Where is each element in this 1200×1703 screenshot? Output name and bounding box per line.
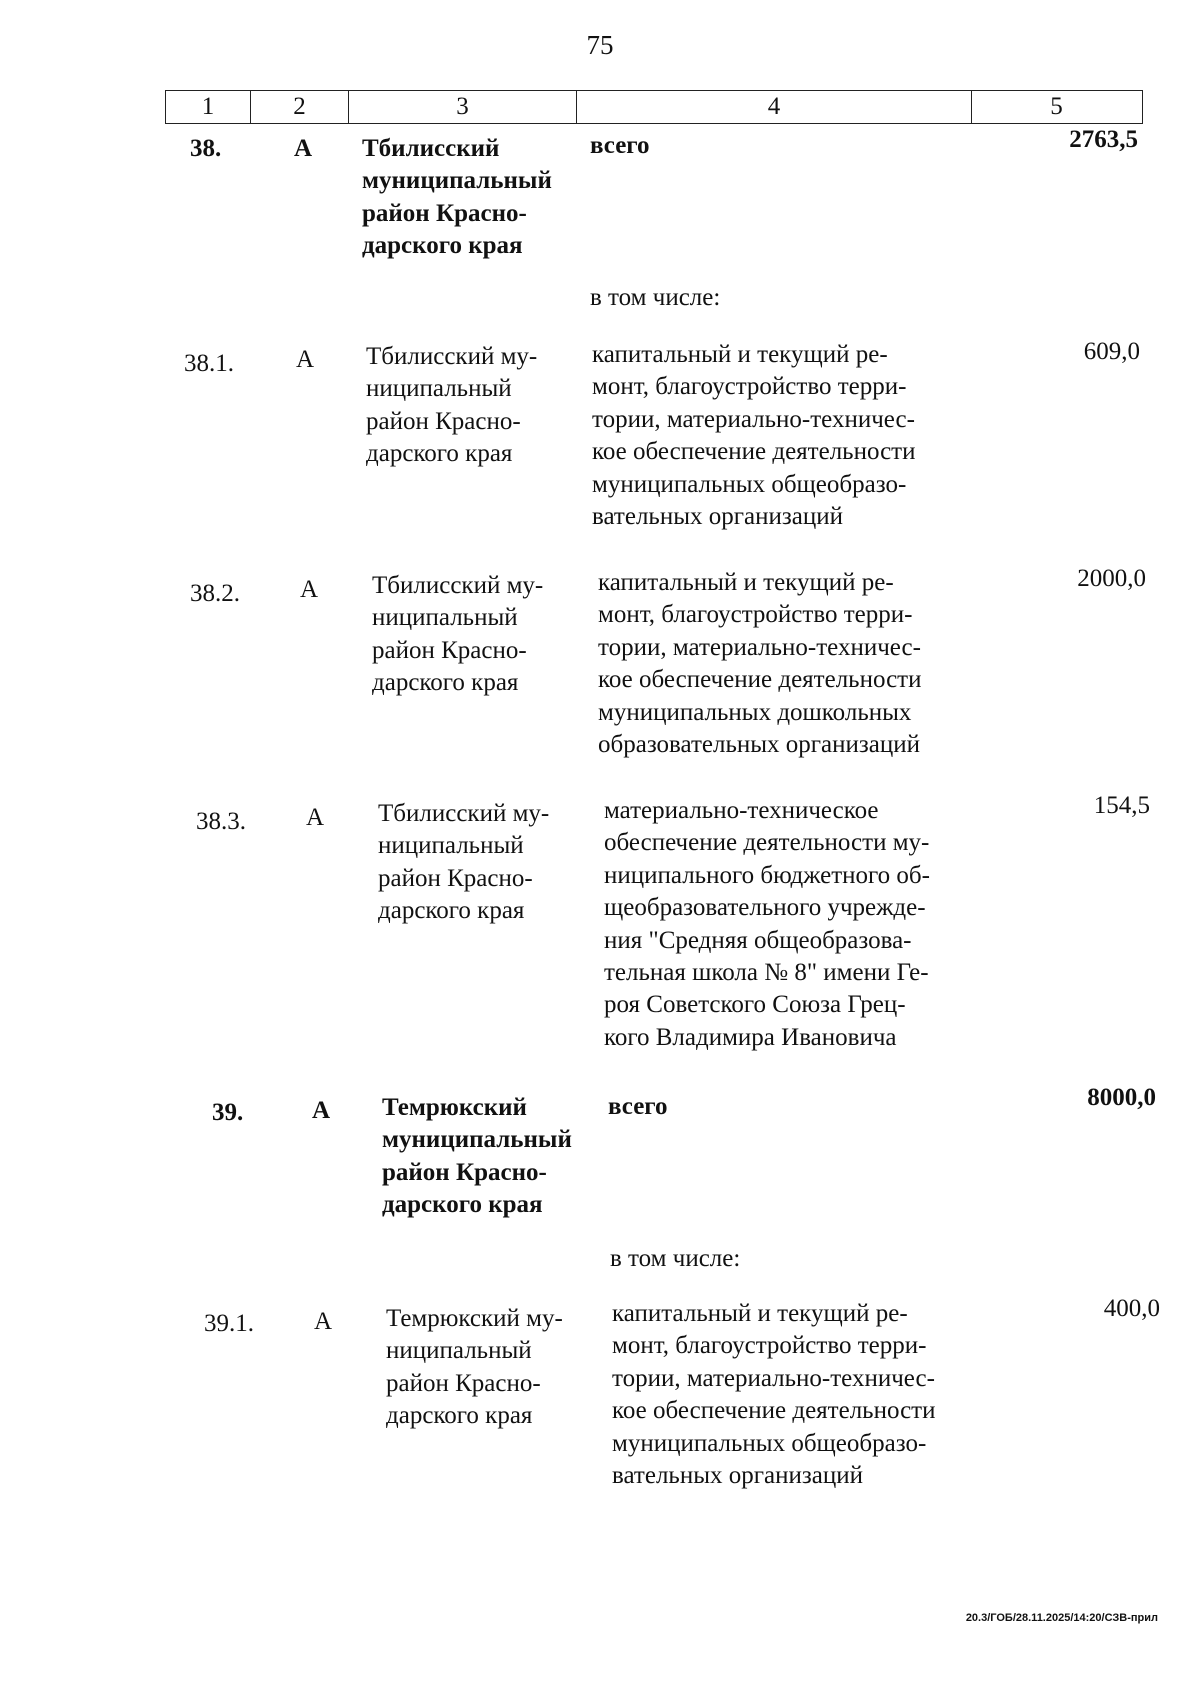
row-purpose: капитальный и текущий ре- монт, благоустройство терри- тории, материально-техничес- кое обеспечение деятельности муниципальных дошкольных образовательных организаций <box>598 569 922 759</box>
document-code: 20.3/ГОБ/28.11.2025/14:20/СЗВ-прил <box>965 1612 1158 1624</box>
row-number: 38. <box>190 135 222 162</box>
row-amount: 609,0 <box>1083 338 1140 365</box>
row-recipient: Темрюкский му- ниципальный район Красно- дарского края <box>386 1305 563 1430</box>
row-recipient: Тбилисский муниципальный район Красно- дарского края <box>362 135 552 260</box>
header-col-3: 3 <box>349 91 577 123</box>
row-category: А <box>296 346 315 373</box>
row-amount: 400,0 <box>1103 1295 1160 1322</box>
row-amount: 2763,5 <box>1069 126 1138 153</box>
table-header <box>165 90 1143 124</box>
row-purpose: капитальный и текущий ре- монт, благоустройство терри- тории, материально-техничес- кое обеспечение деятельности муниципальных общеобразо- вательных организаций <box>592 341 916 531</box>
row-number: 39. <box>212 1099 244 1126</box>
header-col-5: 5 <box>1050 93 1063 120</box>
header-col-4: 4 <box>577 91 972 123</box>
row-number: 38.1. <box>184 350 234 377</box>
row-purpose: всего <box>590 132 650 159</box>
row-recipient: Тбилисский му- ниципальный район Красно- дарского края <box>372 572 544 697</box>
row-category: А <box>314 1308 333 1335</box>
row-amount: 2000,0 <box>1077 565 1146 592</box>
row-purpose: материально-техническое обеспечение деятельности му- ниципального бюджетного об- щеобразовательного учрежде- ния "Средняя общеобразова- тельная школа № 8" имени Ге- роя Советского Союза Грец- кого Владимира Ивановича <box>604 797 930 1051</box>
row-number: 38.3. <box>196 808 246 835</box>
row-purpose: всего <box>608 1093 668 1120</box>
row-amount: 8000,0 <box>1087 1084 1156 1111</box>
row-category: А <box>312 1097 331 1124</box>
row-category: А <box>306 804 325 831</box>
row-category: А <box>300 576 319 603</box>
row-number: 39.1. <box>204 1310 254 1337</box>
row-category: А <box>294 135 313 162</box>
row-recipient: Тбилисский му- ниципальный район Красно- дарского края <box>378 800 550 925</box>
header-col-2: 2 <box>251 91 349 123</box>
row-recipient: Темрюкский муниципальный район Красно- дарского края <box>382 1094 572 1219</box>
header-col-1: 1 <box>166 91 251 123</box>
subtotal-note: в том числе: <box>610 1245 741 1272</box>
row-number: 38.2. <box>190 580 240 607</box>
row-recipient: Тбилисский му- ниципальный район Красно- дарского края <box>366 343 538 468</box>
row-purpose: капитальный и текущий ре- монт, благоустройство терри- тории, материально-техничес- кое обеспечение деятельности муниципальных общеобразо- вательных организаций <box>612 1300 936 1490</box>
subtotal-note: в том числе: <box>590 284 721 311</box>
page-number: 75 <box>586 30 614 60</box>
row-amount: 154,5 <box>1093 792 1150 819</box>
